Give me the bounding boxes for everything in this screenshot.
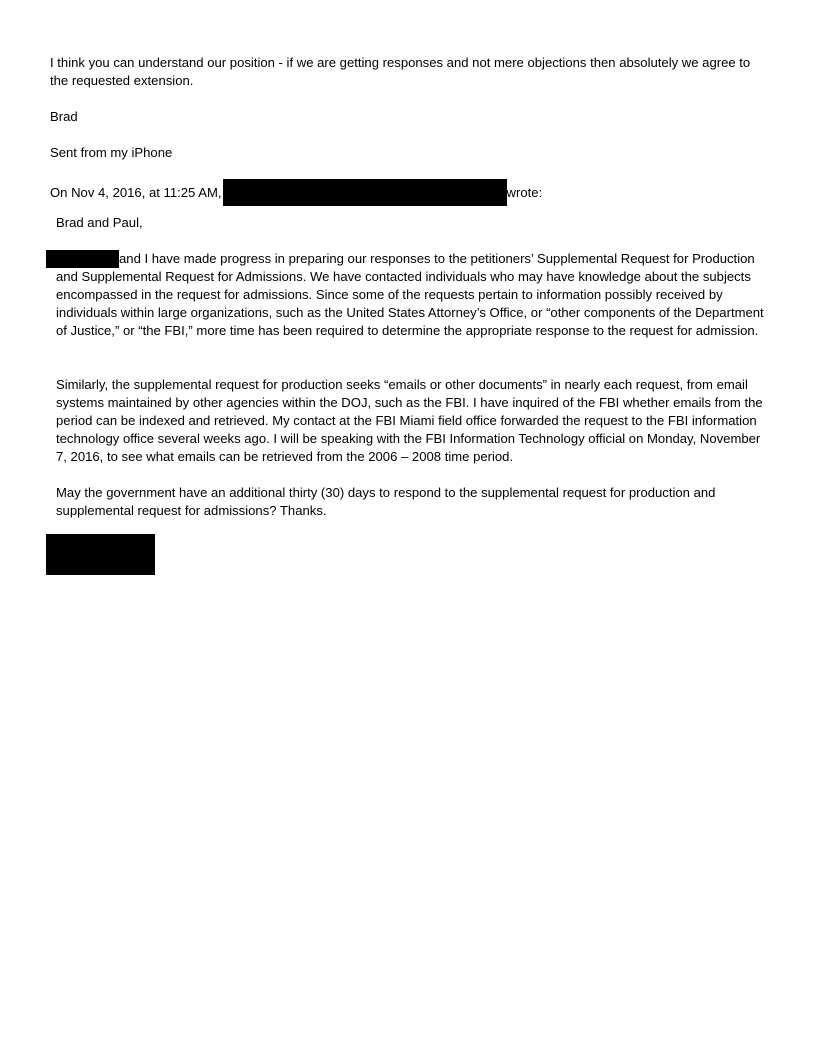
reply-body: I think you can understand our position - if we are getting responses and not mere objections then absolutely we agree to the requested extension. [50, 55, 751, 88]
sent-from-signature: Sent from my iPhone [50, 145, 173, 160]
quoted-greeting: Brad and Paul, [56, 215, 143, 230]
quoted-paragraph-1: and I have made progress in preparing our responses to the petitioners’ Supplemental Request for Production and Supplemental Request for Admissions. We have contacted individuals who may have knowledge about the subjects encompassed in the request for admissions. Since some of the requests pertain to information possibly received by individuals within large organizations, such as the United States Attorney’s Office, or “other components of the Department of Justice,” or “the FBI,” more time has been required to determine the appropriate response to the request for admission. [56, 251, 764, 338]
redacted-signature [46, 534, 155, 575]
attribution-wrote: wrote: [506, 184, 543, 200]
quoted-paragraph-3: May the government have an additional thirty (30) days to respond to the supplemental request for production and supplemental request for admissions? Thanks. [56, 485, 716, 518]
redacted-sender [223, 179, 507, 206]
reply-signoff: Brad [50, 109, 78, 124]
quoted-paragraph-2: Similarly, the supplemental request for production seeks “emails or other documents” in nearly each request, from email systems maintained by other agencies within the DOJ, such as the FBI. I have inquired of the FBI whether emails from the period can be indexed and retrieved. My contact at the FBI Miami field office forwarded the request to the FBI information technology office several weeks ago. I will be speaking with the FBI Information Technology official on Monday, November 7, 2016, to see what emails can be retrieved from the 2006 – 2008 time period. [56, 377, 763, 464]
quote-attribution [50, 180, 542, 207]
attribution-date: On Nov 4, 2016, at 11:25 AM, [50, 184, 222, 200]
